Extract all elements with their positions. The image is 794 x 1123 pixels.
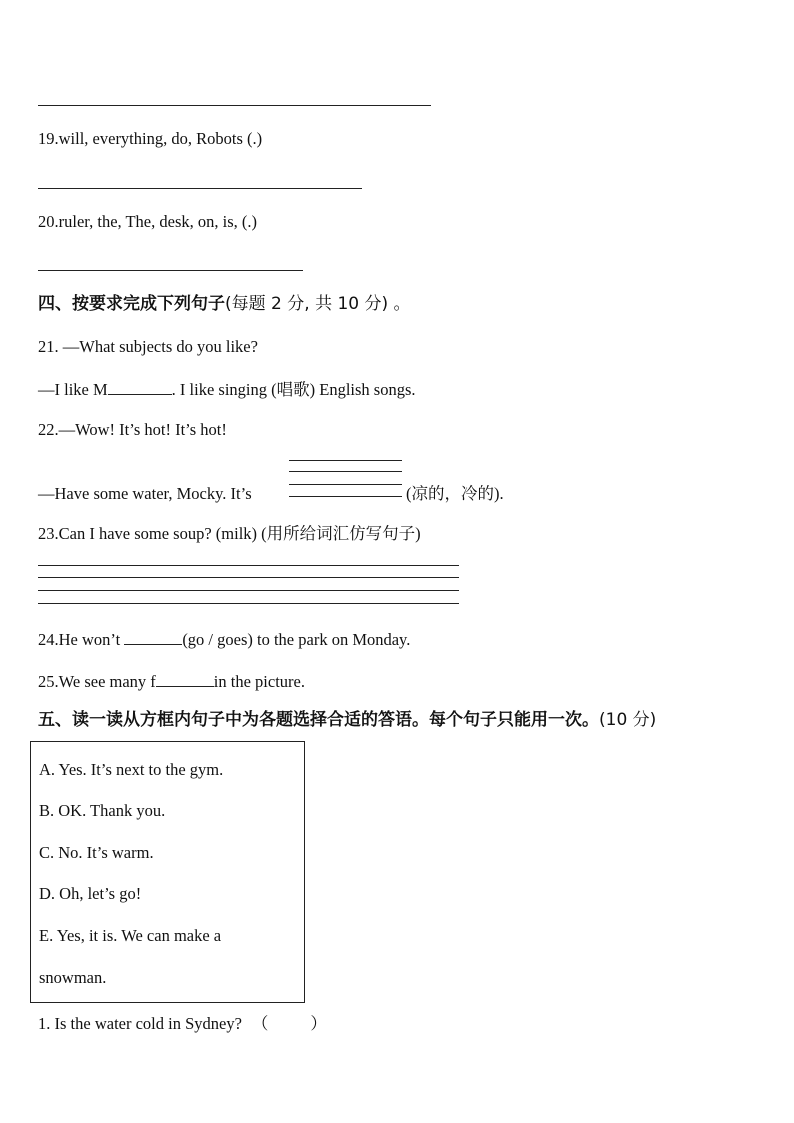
fill-blank[interactable] xyxy=(156,670,214,687)
question-text: Can I have some soup? (milk) (用所给词汇仿写句子) xyxy=(58,524,421,543)
answer-line-20[interactable] xyxy=(38,270,303,271)
section-title: 五、读一读从方框内句子中为各题选择合适的答语。每个句子只能用一次。 xyxy=(38,710,599,730)
section-4-heading xyxy=(38,293,411,315)
section-note: (每题 2 分, 共 10 分) 。 xyxy=(225,294,411,314)
question-line-1: —Wow! It’s hot! It’s hot! xyxy=(58,420,227,439)
question-text: 1. Is the water cold in Sydney? xyxy=(38,1014,242,1033)
question-number: 24. xyxy=(38,630,59,649)
question-number: 20. xyxy=(38,212,59,231)
answer-line-23-3 xyxy=(38,590,459,591)
question-number: 22. xyxy=(38,420,59,439)
question-number: 23. xyxy=(38,524,59,543)
question-number: 19. xyxy=(38,129,59,148)
question-22-answer-a: —Have some water, Mocky. It’s xyxy=(38,484,252,503)
question-20 xyxy=(38,212,257,232)
four-line-grid-1 xyxy=(289,460,402,461)
question-text: will, everything, do, Robots (.) xyxy=(58,129,263,148)
question-21-answer xyxy=(38,378,416,400)
four-line-grid-3 xyxy=(289,484,402,485)
option-a: A. Yes. It’s next to the gym. xyxy=(39,760,224,779)
fill-blank[interactable] xyxy=(124,628,182,645)
question-22-answer-b: (凉的，冷的). xyxy=(406,484,504,503)
question-text-a: We see many f xyxy=(58,672,156,691)
section-title: 四、按要求完成下列句子 xyxy=(38,294,225,314)
question-21 xyxy=(38,337,258,357)
question-23 xyxy=(38,524,421,544)
option-c: C. No. It’s warm. xyxy=(39,843,154,862)
section-note: (10 分) xyxy=(599,710,657,730)
answer-line-18[interactable] xyxy=(38,105,431,106)
question-1 xyxy=(38,1014,327,1034)
fill-blank[interactable] xyxy=(108,378,172,395)
question-number: 21. xyxy=(38,337,59,356)
option-e-continued: snowman. xyxy=(39,968,107,987)
answer-line-19[interactable] xyxy=(38,188,362,189)
answer-line-23-1 xyxy=(38,565,459,566)
answer-suffix: . I like singing (唱歌) English songs. xyxy=(171,380,416,399)
question-text: ruler, the, The, desk, on, is, (.) xyxy=(58,212,257,231)
option-d: D. Oh, let’s go! xyxy=(39,884,142,903)
question-line-1: —What subjects do you like? xyxy=(58,337,258,356)
option-b: B. OK. Thank you. xyxy=(39,801,166,820)
paren-open: （ xyxy=(251,1014,269,1033)
question-number: 25. xyxy=(38,672,59,691)
question-22 xyxy=(38,420,227,440)
paren-close: ） xyxy=(310,1014,327,1033)
question-25 xyxy=(38,670,305,692)
question-text-a: He won’t xyxy=(58,630,125,649)
answer-prefix: —I like M xyxy=(38,380,108,399)
question-text-b: (go / goes) to the park on Monday. xyxy=(182,630,411,649)
question-text-b: in the picture. xyxy=(213,672,305,691)
question-19 xyxy=(38,129,262,149)
four-line-grid-4[interactable] xyxy=(289,496,402,497)
answer-line-23-2 xyxy=(38,577,459,578)
option-e: E. Yes, it is. We can make a xyxy=(39,926,222,945)
question-24 xyxy=(38,628,410,650)
section-5-heading xyxy=(38,709,656,731)
answer-line-23-4[interactable] xyxy=(38,603,459,604)
options-box xyxy=(30,741,305,1003)
four-line-grid-2 xyxy=(289,471,402,472)
